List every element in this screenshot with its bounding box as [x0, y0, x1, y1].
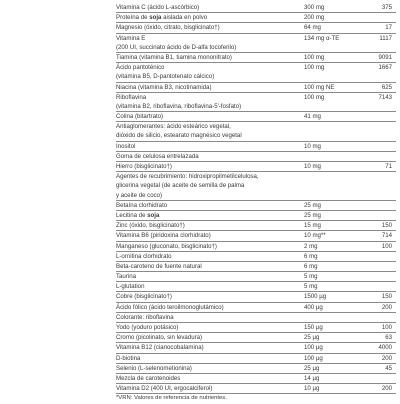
table-row: [116, 23, 396, 33]
table-row: [116, 53, 396, 63]
ingredient-name: Vitamina D2 (400 UI, ergocalciferol): [116, 385, 213, 393]
table-row: [116, 83, 396, 93]
ingredient-amount: 10 µg: [304, 385, 320, 393]
ingredient-vrn: 150: [381, 222, 392, 230]
ingredient-name: Colina (bitartrato): [116, 113, 164, 121]
table-row: [116, 323, 396, 333]
table-row: [116, 172, 396, 181]
table-row: [116, 3, 396, 13]
ingredient-vrn: 17: [385, 24, 392, 32]
ingredient-vrn: 150: [381, 293, 392, 301]
ingredient-amount: 25 mg: [304, 201, 321, 209]
ingredient-name: y aceite de coco): [116, 191, 163, 199]
ingredient-amount: 5 mg: [304, 273, 318, 281]
ingredient-name: Mezcla de carotenoides: [116, 374, 181, 382]
ingredient-name: Colorante: riboflavina: [116, 313, 174, 321]
table-row: [116, 162, 396, 172]
ingredient-name: Proteína de soja aislada en polvo: [116, 14, 208, 22]
ingredient-amount: 64 mg: [304, 24, 321, 32]
ingredient-amount: 100 mg: [304, 53, 325, 61]
ingredient-name: Beta-caroteno de fuente natural: [116, 262, 202, 270]
table-row: [116, 13, 396, 23]
ingredient-amount: 134 mg α-TE: [304, 34, 340, 42]
table-row: [116, 112, 396, 122]
table-row: [116, 201, 396, 211]
ingredient-name: D-biotina: [116, 354, 141, 362]
table-row: [116, 292, 396, 302]
ingredient-name: Ácido pantoténico: [116, 64, 165, 72]
ingredient-name: Hierro (bisglicinato†): [116, 163, 172, 170]
ingredient-name: glicerina vegetal (de aceite de semilla de palma: [116, 182, 245, 190]
ingredient-name: *VRN: Valores de referencia de nutrientes.: [116, 395, 227, 402]
ingredient-amount: 5 mg: [304, 283, 318, 291]
ingredient-name: Manganeso (gluconato, bisglicinato†): [116, 242, 217, 250]
ingredient-amount: 10 mg: [304, 142, 321, 150]
ingredient-name: Yodo (yoduro potásico): [116, 324, 179, 331]
ingredient-vrn: 4000: [378, 344, 392, 352]
ingredient-vrn: 625: [381, 83, 392, 91]
ingredient-amount: 100 mg: [304, 93, 325, 101]
ingredient-vrn: 200: [381, 354, 392, 362]
table-row: [116, 364, 396, 374]
ingredient-amount: 150 µg: [304, 324, 323, 331]
ingredient-name: Magnesio (óxido, citrato, bisglicinato†): [116, 24, 220, 32]
ingredient-amount: 100 µg: [304, 344, 323, 352]
ingredient-name: Vitamina C (ácido L-ascórbico): [116, 4, 200, 11]
table-row: [116, 152, 396, 162]
ingredient-name: Inositol: [116, 142, 136, 150]
ingredient-amount: 25 mg: [304, 211, 321, 219]
ingredient-amount: 10 mg: [304, 163, 321, 170]
ingredient-name: Tiamina (vitamina B1, tiamina mononitrato): [116, 53, 232, 61]
ingredient-amount: 300 mg: [304, 4, 325, 11]
table-row: [116, 191, 396, 201]
ingredient-amount: 6 mg: [304, 252, 318, 260]
table-row: [116, 272, 396, 282]
table-row: [116, 354, 396, 364]
ingredient-amount: 400 µg: [304, 303, 323, 311]
ingredient-name: Vitamina B12 (cianocobalamina): [116, 344, 204, 352]
ingredient-amount: 15 mg: [304, 222, 321, 230]
ingredient-amount: 100 µg: [304, 354, 323, 362]
ingredient-vrn: 71: [385, 163, 392, 170]
ingredient-amount: 2 mg: [304, 242, 318, 250]
table-row: [116, 384, 396, 394]
ingredient-amount: 200 mg: [304, 14, 325, 22]
ingredient-vrn: 9091: [378, 53, 392, 61]
ingredient-name: Betaína clorhidrato: [116, 201, 168, 209]
ingredient-vrn: 63: [385, 334, 392, 342]
ingredient-vrn: 100: [381, 324, 392, 331]
ingredient-name: Taurina: [116, 273, 136, 281]
ingredient-amount: 6 mg: [304, 262, 318, 270]
ingredient-name: Selenio (L-selenometionina): [116, 364, 192, 372]
table-row: [116, 102, 396, 112]
table-row: [116, 282, 396, 292]
table-row: [116, 374, 396, 384]
table-row: [116, 262, 396, 272]
ingredient-name: Vitamina B6 (piridoxina clorhidrato): [116, 232, 211, 240]
ingredient-name: dióxido de silicio, estearato magnésico vegetal: [116, 132, 242, 140]
table-row: [116, 221, 396, 231]
ingredient-name: Ácido fólico (ácido teroilmonoglutámico): [116, 303, 224, 311]
table-row: [116, 333, 396, 343]
table-row: [116, 231, 396, 241]
table-row: [116, 72, 396, 82]
ingredient-name: (200 UI, succinato ácido de D-alfa tocoferilo): [116, 43, 237, 51]
ingredient-name: Cromo (picolinato, sin levadura): [116, 334, 203, 342]
ingredient-vrn: 1117: [379, 34, 392, 42]
ingredient-name: Zinc (óxido, bisglicinato†): [116, 222, 185, 230]
ingredient-vrn: 375: [381, 4, 392, 11]
ingredient-amount: 100 mg NE: [304, 83, 335, 91]
ingredient-name: Antiaglomerantes: ácido esteárico vegetal,: [116, 123, 231, 131]
table-row: [116, 181, 396, 190]
ingredient-vrn: 45: [385, 364, 392, 372]
ingredient-name: L-glutation: [116, 283, 145, 291]
ingredient-name: Riboflavina: [116, 93, 147, 101]
table-row: [116, 34, 396, 43]
ingredient-amount: 1500 µg: [304, 293, 327, 301]
table-row: [116, 394, 396, 403]
ingredient-amount: 100 mg: [304, 64, 325, 72]
table-row: [116, 122, 396, 131]
ingredient-name: Agentes de recubrimiento: hidroxipropilmetilcelulosa,: [116, 173, 259, 181]
ingredient-name: Goma de celulosa entrelazada: [116, 152, 199, 160]
table-row: [116, 211, 396, 221]
ingredient-vrn: 7143: [378, 93, 392, 101]
table-row: [116, 63, 396, 72]
table-row: [116, 303, 396, 313]
ingredient-amount: 25 µg: [304, 334, 320, 342]
table-row: [116, 242, 396, 252]
ingredient-name: (vitamina B5, D-pantotenato cálcico): [116, 73, 215, 81]
table-row: [116, 131, 396, 141]
ingredient-amount: 14 µg: [304, 374, 320, 382]
ingredient-name: L-ornitina clorhidrato: [116, 252, 172, 260]
ingredient-vrn: 100: [381, 242, 392, 250]
ingredient-amount: 25 µg: [304, 364, 320, 372]
table-row: [116, 343, 396, 353]
ingredient-name: Lecitina de soja: [116, 211, 160, 219]
table-row: [116, 142, 396, 152]
ingredient-amount: 41 mg: [304, 113, 321, 121]
table-row: [116, 252, 396, 262]
table-row: [116, 313, 396, 323]
ingredient-name: Vitamina E: [116, 34, 146, 42]
ingredient-vrn: 714: [381, 232, 392, 240]
ingredient-vrn: 200: [381, 385, 392, 393]
ingredient-name: Niacina (vitamina B3, nicotinamida): [116, 83, 212, 91]
ingredient-name: (vitamina B2, riboflavina, riboflavina-5'-fosfato): [116, 102, 242, 110]
ingredient-amount: 10 mg**: [304, 232, 326, 240]
ingredients-table: [116, 3, 396, 404]
ingredient-vrn: 1667: [378, 64, 392, 72]
table-row: [116, 93, 396, 102]
ingredient-vrn: 200: [381, 303, 392, 311]
ingredient-name: Cobre (bisglicinato†): [116, 293, 172, 301]
table-row: [116, 43, 396, 53]
